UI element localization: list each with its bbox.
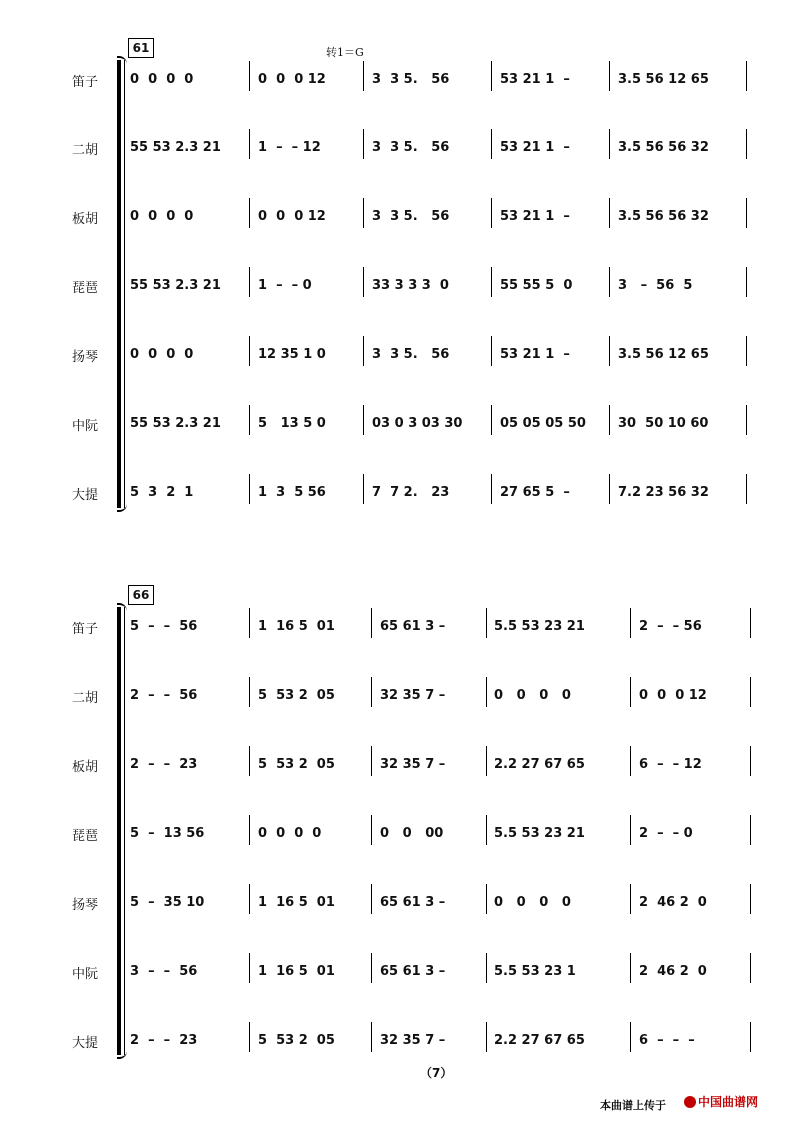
- instrument-label: 二胡: [72, 691, 99, 706]
- barline: [486, 608, 487, 638]
- measure: 1 3 5 56: [258, 485, 326, 500]
- measure: 55 53 2.3 21: [130, 140, 221, 155]
- staff-row: [0, 409, 792, 439]
- page-number: （7）: [420, 1066, 453, 1080]
- measure: 1 – – 12: [258, 140, 321, 155]
- logo-icon: [684, 1096, 696, 1108]
- barline: [746, 129, 747, 159]
- barline: [486, 953, 487, 983]
- barline: [363, 474, 364, 504]
- instrument-label: 中阮: [72, 419, 99, 434]
- measure: 3 – – 56: [130, 964, 198, 979]
- site-logo[interactable]: [684, 1093, 758, 1110]
- instrument-label: 笛子: [72, 75, 99, 90]
- measure: 55 53 2.3 21: [130, 278, 221, 293]
- measure: 3 3 5. 56: [372, 209, 450, 224]
- staff-row: [0, 478, 792, 508]
- barline: [491, 267, 492, 297]
- measure: 5 – – 56: [130, 619, 198, 634]
- score-system-1: [0, 38, 792, 518]
- measure: 53 21 1 –: [500, 72, 570, 87]
- barline: [249, 746, 250, 776]
- measure: 5.5 53 23 21: [494, 826, 585, 841]
- barline: [363, 405, 364, 435]
- measure: 3 – 56 5: [618, 278, 693, 293]
- barline: [486, 1022, 487, 1052]
- measure: 5 53 2 05: [258, 688, 335, 703]
- barline: [746, 198, 747, 228]
- barline: [491, 129, 492, 159]
- measure: 5 53 2 05: [258, 757, 335, 772]
- measure: 03 0 3 03 30: [372, 416, 463, 431]
- measure: 3 3 5. 56: [372, 72, 450, 87]
- barline: [750, 1022, 751, 1052]
- measure: 65 61 3 –: [380, 895, 446, 910]
- measure: 0 0 0 0: [130, 347, 194, 362]
- barline: [609, 405, 610, 435]
- barline: [609, 61, 610, 91]
- instrument-label: 扬琴: [72, 898, 99, 913]
- measure: 3.5 56 12 65: [618, 347, 709, 362]
- barline: [746, 267, 747, 297]
- measure: 0 0 0 0: [494, 688, 571, 703]
- measure-number-box: 66: [128, 585, 154, 605]
- measure: 2 – – 0: [639, 826, 693, 841]
- measure: 0 0 0 0: [130, 209, 194, 224]
- measure: 3.5 56 56 32: [618, 209, 709, 224]
- barline: [750, 746, 751, 776]
- score-system-2: [0, 585, 792, 1065]
- measure: 3 3 5. 56: [372, 347, 450, 362]
- staff-row: [0, 65, 792, 95]
- measure-number-box: 61: [128, 38, 154, 58]
- measure: 6 – – 12: [639, 757, 702, 772]
- measure: 0 0 0 0: [130, 72, 194, 87]
- measure: 0 0 00: [380, 826, 444, 841]
- barline: [486, 884, 487, 914]
- measure: 0 0 0 0: [258, 826, 322, 841]
- barline: [609, 474, 610, 504]
- measure: 55 53 2.3 21: [130, 416, 221, 431]
- barline: [371, 884, 372, 914]
- barline: [371, 746, 372, 776]
- measure: 3.5 56 12 65: [618, 72, 709, 87]
- measure: 2 – – 56: [130, 688, 198, 703]
- instrument-label: 扬琴: [72, 350, 99, 365]
- measure: 05 05 05 50: [500, 416, 586, 431]
- barline: [491, 198, 492, 228]
- barline: [630, 608, 631, 638]
- barline: [609, 198, 610, 228]
- barline: [491, 405, 492, 435]
- measure: 0 0 0 12: [639, 688, 707, 703]
- barline: [249, 815, 250, 845]
- instrument-label: 二胡: [72, 143, 99, 158]
- barline: [249, 677, 250, 707]
- barline: [249, 884, 250, 914]
- measure: 2 46 2 0: [639, 895, 707, 910]
- measure: 1 – – 0: [258, 278, 312, 293]
- barline: [371, 1022, 372, 1052]
- instrument-label: 琵琶: [72, 829, 99, 844]
- barline: [363, 61, 364, 91]
- measure: 53 21 1 –: [500, 140, 570, 155]
- barline: [746, 61, 747, 91]
- measure: 12 35 1 0: [258, 347, 326, 362]
- measure: 53 21 1 –: [500, 209, 570, 224]
- measure: 2.2 27 67 65: [494, 1033, 585, 1048]
- measure: 33 3 3 3 0: [372, 278, 449, 293]
- barline: [486, 677, 487, 707]
- barline: [609, 267, 610, 297]
- instrument-label: 板胡: [72, 212, 99, 227]
- staff-row: [0, 888, 792, 918]
- measure: 0 0 0 12: [258, 72, 326, 87]
- barline: [249, 474, 250, 504]
- barline: [363, 267, 364, 297]
- measure: 53 21 1 –: [500, 347, 570, 362]
- barline: [491, 474, 492, 504]
- instrument-label: 大提: [72, 1036, 99, 1051]
- barline: [630, 884, 631, 914]
- measure: 65 61 3 –: [380, 964, 446, 979]
- barline: [750, 953, 751, 983]
- measure: 32 35 7 –: [380, 688, 446, 703]
- barline: [609, 336, 610, 366]
- barline: [750, 815, 751, 845]
- barline: [249, 608, 250, 638]
- measure: 5.5 53 23 21: [494, 619, 585, 634]
- barline: [630, 677, 631, 707]
- staff-row: [0, 1026, 792, 1056]
- barline: [746, 405, 747, 435]
- measure: 30 50 10 60: [618, 416, 709, 431]
- barline: [249, 953, 250, 983]
- barline: [609, 129, 610, 159]
- staff-row: [0, 681, 792, 711]
- barline: [630, 746, 631, 776]
- barline: [486, 815, 487, 845]
- measure: 65 61 3 –: [380, 619, 446, 634]
- key-change-marking: 转1＝G: [326, 46, 364, 59]
- instrument-label: 笛子: [72, 622, 99, 637]
- measure: 3 3 5. 56: [372, 140, 450, 155]
- barline: [630, 953, 631, 983]
- measure: 3.5 56 56 32: [618, 140, 709, 155]
- staff-row: [0, 202, 792, 232]
- measure: 5 – 35 10: [130, 895, 205, 910]
- measure: 6 – – –: [639, 1033, 695, 1048]
- barline: [371, 608, 372, 638]
- measure: 1 16 5 01: [258, 895, 335, 910]
- measure: 55 55 5 0: [500, 278, 573, 293]
- instrument-label: 中阮: [72, 967, 99, 982]
- staff-row: [0, 957, 792, 987]
- measure: 0 0 0 12: [258, 209, 326, 224]
- measure: 1 16 5 01: [258, 964, 335, 979]
- barline: [363, 129, 364, 159]
- measure: 1 16 5 01: [258, 619, 335, 634]
- instrument-label: 琵琶: [72, 281, 99, 296]
- measure: 5.5 53 23 1: [494, 964, 576, 979]
- barline: [249, 198, 250, 228]
- barline: [371, 953, 372, 983]
- barline: [371, 677, 372, 707]
- measure: 2 – – 56: [639, 619, 702, 634]
- barline: [249, 405, 250, 435]
- measure: 7 7 2. 23: [372, 485, 450, 500]
- staff-row: [0, 271, 792, 301]
- staff-row: [0, 133, 792, 163]
- measure: 0 0 0 0: [494, 895, 571, 910]
- barline: [249, 336, 250, 366]
- measure: 32 35 7 –: [380, 1033, 446, 1048]
- barline: [249, 267, 250, 297]
- barline: [491, 61, 492, 91]
- upload-note: 本曲谱上传于: [600, 1099, 666, 1112]
- measure: 2 – – 23: [130, 1033, 198, 1048]
- barline: [249, 1022, 250, 1052]
- measure: 27 65 5 –: [500, 485, 570, 500]
- measure: 5 3 2 1: [130, 485, 194, 500]
- barline: [630, 1022, 631, 1052]
- barline: [363, 336, 364, 366]
- measure: 7.2 23 56 32: [618, 485, 709, 500]
- staff-row: [0, 819, 792, 849]
- staff-row: [0, 612, 792, 642]
- barline: [486, 746, 487, 776]
- measure: 2 46 2 0: [639, 964, 707, 979]
- measure: 5 53 2 05: [258, 1033, 335, 1048]
- staff-row: [0, 750, 792, 780]
- measure: 5 13 5 0: [258, 416, 326, 431]
- barline: [249, 61, 250, 91]
- barline: [363, 198, 364, 228]
- barline: [491, 336, 492, 366]
- measure: 5 – 13 56: [130, 826, 205, 841]
- barline: [630, 815, 631, 845]
- site-logo-text: 中国曲谱网: [698, 1095, 759, 1109]
- barline: [750, 608, 751, 638]
- instrument-label: 大提: [72, 488, 99, 503]
- barline: [750, 884, 751, 914]
- barline: [249, 129, 250, 159]
- barline: [750, 677, 751, 707]
- staff-row: [0, 340, 792, 370]
- measure: 2.2 27 67 65: [494, 757, 585, 772]
- instrument-label: 板胡: [72, 760, 99, 775]
- barline: [746, 336, 747, 366]
- barline: [371, 815, 372, 845]
- barline: [746, 474, 747, 504]
- measure: 32 35 7 –: [380, 757, 446, 772]
- measure: 2 – – 23: [130, 757, 198, 772]
